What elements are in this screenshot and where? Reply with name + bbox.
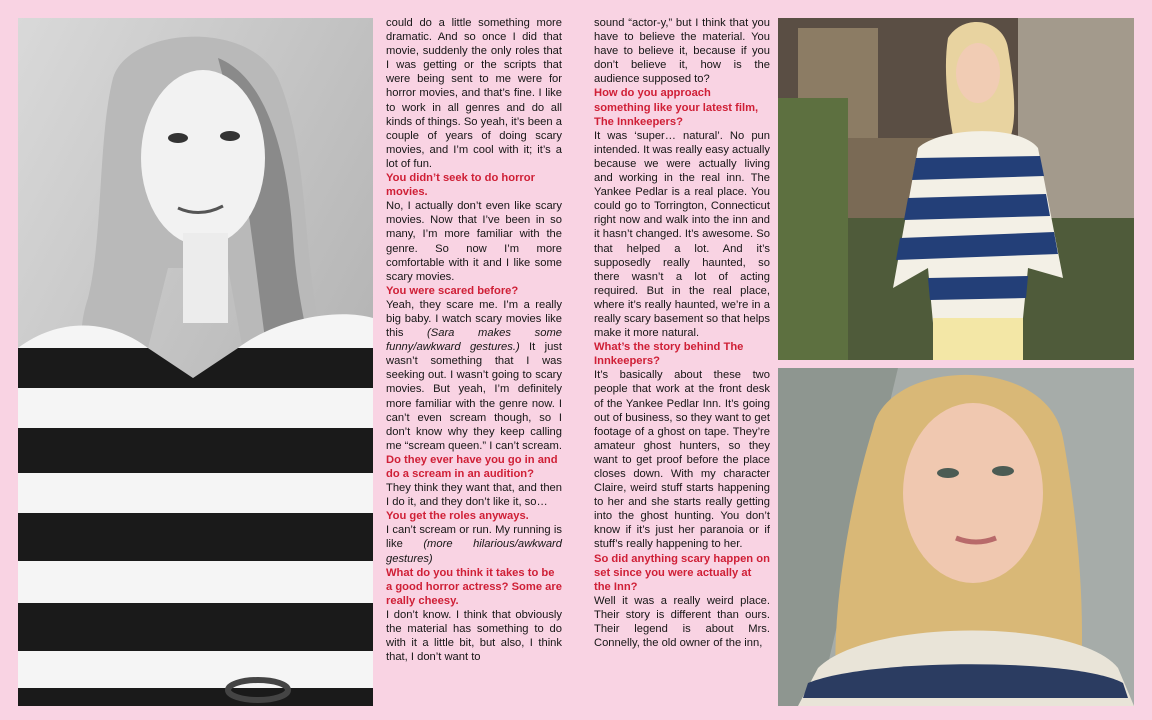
close-up-portrait-photo-icon xyxy=(778,368,1134,706)
text-run: How do you approach something like your latest film, The Innkeepers? xyxy=(594,87,759,128)
text-run: Yeah, they scare me. I’m a really big baby. I watch scary movies like this xyxy=(386,298,562,340)
stage-direction: (Sara makes some funny/awkward gestures.) xyxy=(386,327,562,354)
text-run: What’s the story behind The Innkeepers? xyxy=(594,341,744,368)
interview-question xyxy=(386,171,562,199)
text-run: They think they want that, and then I do it, and they don’t like it, so… xyxy=(386,482,562,509)
interview-question xyxy=(594,552,770,594)
interview-answer xyxy=(594,129,770,340)
text-run: Do they ever have you go in and do a scream in an audition? xyxy=(386,453,558,480)
interview-question xyxy=(594,86,770,128)
text-run: sound “actor-y,” but I think that you have to believe the material. You have to believe it, because if you don’t believe it, how is the audience supposed to? xyxy=(594,17,770,86)
text-run: So did anything scary happen on set since you were actually at the Inn? xyxy=(594,552,770,593)
interview-answer xyxy=(594,16,770,86)
text-run: could do a little something more dramatic. And so once I did that movie, suddenly the only roles that I was getting or the scripts that were being sent to me were for horror movies, and that’s fine. I like to work in all genres and do all kinds of things. So yeah, it’s been a couple of years of doing scary movies, and I’m cool with it; it’s a lot of fun. xyxy=(386,17,562,170)
text-run: I don’t know. I think that obviously the material has something to do with it a little bit, but also, I think that, I don’t want to xyxy=(386,608,562,664)
interview-answer xyxy=(386,481,562,509)
interview-answer xyxy=(386,199,562,284)
full-body-photo xyxy=(778,18,1134,360)
interview-question xyxy=(386,284,562,298)
interview-answer xyxy=(386,298,562,453)
interview-question xyxy=(386,509,562,523)
interview-answer xyxy=(386,608,562,664)
text-run: It’s basically about these two people that work at the front desk of the Yankee Pedlar Inn. It’s going out of business, so they want to get footage of a ghost on tape. They’re amateur ghost hunters, so they want to get proof before the place closes down. With my character Claire, weird stuff starts happening to her and she starts really getting into the ghost hunting. You don’t know if it’s just her paranoia or if stuff’s really happening to her. xyxy=(594,369,770,551)
interview-question xyxy=(386,566,562,608)
interview-answer xyxy=(594,594,770,650)
article-column-2 xyxy=(594,16,770,650)
interview-question xyxy=(386,453,562,481)
stage-direction: (more hilarious/awkward gestures) xyxy=(386,538,562,565)
article-column-1 xyxy=(386,16,562,664)
text-run: No, I actually don’t even like scary movies. Now that I’ve been in so many, I’m more familiar with the genre. So now I’m more comfortable with it and I like some scary movies. xyxy=(386,200,562,283)
text-run: It was ‘super… natural’. No pun intended. It was really easy actually because we were actually living and working in the real inn. The Yankee Pedlar is a real place. You could go to Torrington, Connecticut right now and walk into the inn and it hasn’t changed. It’s awesome. So that helped a lot. And it’s supposedly really haunted, so there wasn’t a lot of acting required. But in the real place, where it’s really haunted, we’re in a really scary basement so that helps make it more natural. xyxy=(594,129,770,340)
text-run: You didn’t seek to do horror movies. xyxy=(386,172,535,199)
full-body-photo-icon xyxy=(778,18,1134,360)
text-run: I can’t scream or run. My running is like xyxy=(386,524,562,551)
text-run: What do you think it takes to be a good horror actress? Some are really cheesy. xyxy=(386,566,562,607)
interview-question xyxy=(594,340,770,368)
text-run: It just wasn’t something that I was seeking out. I wasn’t going to scary movies. But yeah, I’m definitely more familiar with the genre now. I can’t even scream though, so I don’t know why they keep calling me “scream queen.” I can’t scream. xyxy=(386,341,562,452)
text-run: You get the roles anyways. xyxy=(386,510,529,523)
interview-answer xyxy=(594,368,770,551)
text-run: Well it was a really weird place. Their story is different than ours. Their legend is about Mrs. Connelly, the old owner of the inn, xyxy=(594,594,770,650)
interview-answer xyxy=(386,523,562,565)
text-run: You were scared before? xyxy=(386,284,519,297)
close-up-portrait-photo xyxy=(778,368,1134,706)
interview-answer xyxy=(386,16,562,171)
portrait-photo-bw xyxy=(18,18,373,706)
portrait-photo-icon xyxy=(18,18,373,706)
